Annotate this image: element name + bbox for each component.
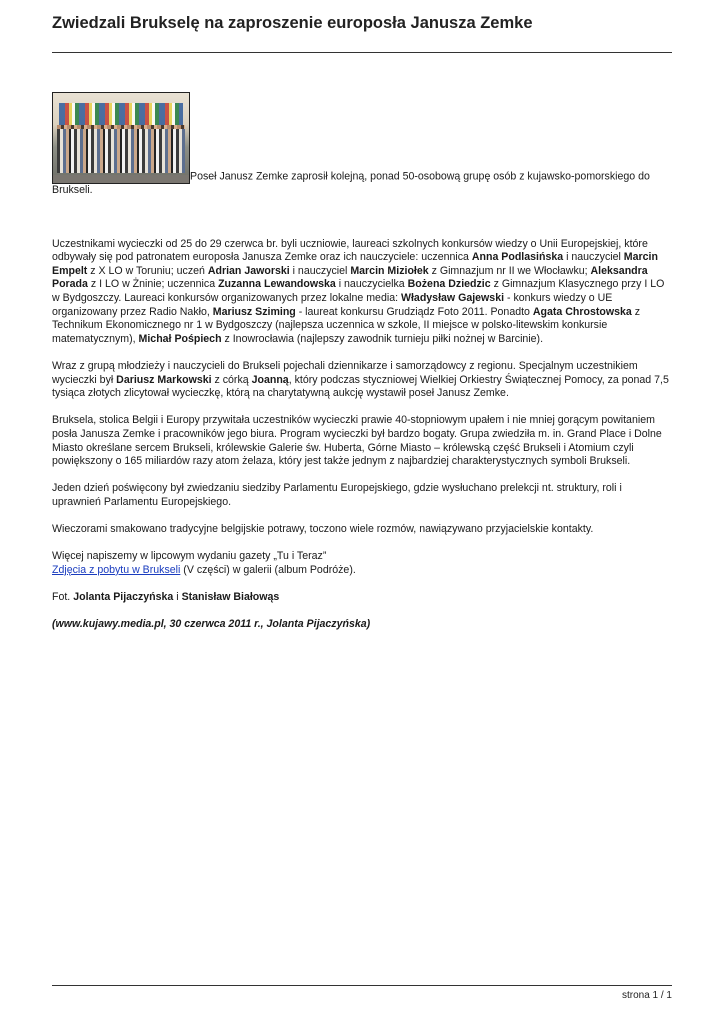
text: z córką [211, 373, 252, 386]
person-name: Bożena Dziedzic [407, 278, 491, 291]
page-title: Zwiedzali Brukselę na zaproszenie europosła Janusza Zemke [52, 14, 533, 32]
text: Wraz z grupą młodzieży i nauczycieli do Brukseli pojechali dziennikarze i samorządowcy z regionu. Specjalnym uczestnikiem wycieczki był [52, 359, 638, 386]
photo-flags [59, 103, 183, 127]
text: - konkurs wiedzy o UE organizowany przez Radio Nakło, [52, 291, 613, 318]
brussels-paragraph: Bruksela, stolica Belgii i Europy przywitała uczestników wycieczki prawie 40-stopniowym upałem i nie mniej gorącym powitaniem posła Janusza Zemke i pracowników jego biura. Program wycieczki był bardzo bogaty. Grupa zwiedziła m. in. Grand Place i Dolne Miasto określane sercem Brukseli, królewskie Galerie św. Huberta, Górne Miasto – królewską część Brukseli i Atomium czyli powiększony o 165 miliardów razy atom żelaza, który jest także jednym z najbardziej charakterystycznych symboli Brukseli. [52, 414, 662, 468]
photo-crowd [57, 129, 185, 173]
person-name: Marcin Empelt [52, 251, 658, 277]
text: i [173, 591, 182, 604]
journalists-paragraph [52, 360, 673, 401]
evenings-paragraph: Wieczorami smakowano tradycyjne belgijskie potrawy, toczono wiele rozmów, nawiązywano przyjacielskie kontakty. [52, 523, 594, 536]
text: Fot. [52, 591, 74, 604]
text: i nauczycielka [335, 278, 408, 291]
more-info-paragraph [52, 550, 673, 577]
text: (V części) w galerii (album Podróże). [180, 563, 356, 576]
person-name: Joanną [251, 373, 289, 386]
person-name: Michał Pośpiech [138, 332, 222, 345]
source-line: (www.kujawy.media.pl, 30 czerwca 2011 r., Jolanta Pijaczyńska) [52, 618, 371, 631]
gallery-link[interactable]: Zdjęcia z pobytu w Brukseli [52, 563, 181, 576]
text: Więcej napiszemy w lipcowym wydaniu gazety „Tu i Teraz” [52, 550, 327, 563]
person-name: Marcin Miziołek [350, 264, 429, 277]
person-name: Dariusz Markowski [116, 373, 212, 386]
page-number: strona 1 / 1 [621, 990, 672, 1001]
intro-paragraph [52, 92, 673, 198]
person-name: Jolanta Pijaczyńska [73, 591, 174, 604]
photo-floor [53, 175, 189, 183]
person-name: Anna Podlasińska [471, 251, 564, 264]
person-name: Agata Chrostowska [532, 305, 632, 318]
text: z Technikum Ekonomicznego nr 1 w Bydgoszczy (najlepsza uczennica w szkole, II miejsce w polsko-litewskim konkursie matematycznym), [52, 305, 641, 345]
bottom-divider [52, 985, 672, 986]
person-name: Adrian Jaworski [207, 264, 290, 277]
text: z X LO w Toruniu; uczeń [87, 264, 208, 277]
photo-credit [52, 591, 673, 605]
group-photo[interactable] [52, 92, 190, 184]
article-body [52, 92, 673, 645]
person-name: Aleksandra Porada [52, 264, 648, 291]
text: z Inowrocławia (najlepszy zawodnik turnieju piłki nożnej w Barcinie). [221, 332, 544, 345]
person-name: Zuzanna Lewandowska [218, 278, 336, 291]
person-name: Stanisław Białowąs [181, 591, 280, 604]
text: Uczestnikami wycieczki od 25 do 29 czerwca br. byli uczniowie, laureaci szkolnych konkursów wiedzy o Unii Europejskiej, które odbywały się pod patronatem europosła Janusza Zemke oraz ich nauczyciele: uczennica [52, 237, 648, 264]
text: z Gimnazjum Klasycznego przy I LO w Bydgoszczy. Laureaci konkursów organizowanych przez lokalne media: [52, 278, 665, 304]
text: i nauczyciel [563, 251, 624, 264]
text: , który podczas styczniowej Wielkiej Orkiestry Świątecznej Pomocy, za ponad 7,5 tysiąca złotych zlicytował wycieczkę, którą na charytatywną aukcję wystawił poseł Janusz Zemke. [52, 373, 669, 400]
text: z I LO w Żninie; uczennica [87, 278, 219, 291]
text: z Gimnazjum nr II we Włocławku; [428, 264, 591, 277]
text: - laureat konkursu Grudziądz Foto 2011. Ponadto [295, 305, 533, 318]
parliament-paragraph: Jeden dzień poświęcony był zwiedzaniu siedziby Parlamentu Europejskiego, gdzie wysłuchano prelekcji nt. struktury, roli i uprawnień Parlamentu Europejskiego. [52, 482, 622, 508]
intro-text: Poseł Janusz Zemke zaprosił kolejną, ponad 50-osobową grupę osób z kujawsko-pomorskiego do Brukseli. [52, 170, 650, 196]
participants-paragraph [52, 238, 673, 347]
person-name: Władysław Gajewski [400, 291, 505, 304]
person-name: Mariusz Sziming [212, 305, 296, 318]
top-divider [52, 52, 672, 53]
text: i nauczyciel [289, 264, 351, 277]
